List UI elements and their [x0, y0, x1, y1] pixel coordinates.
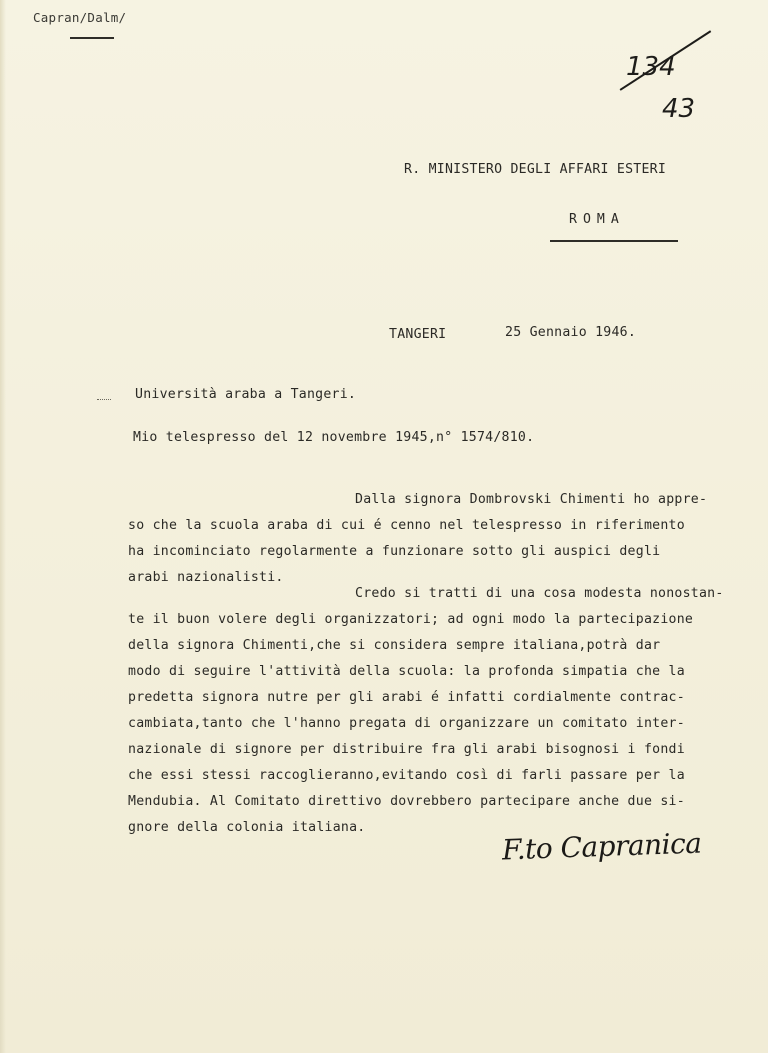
signature: F.to Capranica	[501, 826, 702, 867]
addressee-underline	[550, 240, 678, 242]
handwritten-number-bottom: 43	[662, 94, 696, 124]
body-line: nazionale di signore per distribuire fra gli arabi bisognosi i fondi	[128, 742, 685, 757]
body-line: Credo si tratti di una cosa modesta nonostan-	[355, 586, 724, 601]
body-line: te il buon volere degli organizzatori; ad ogni modo la partecipazione	[128, 612, 694, 627]
body-line: gnore della colonia italiana.	[128, 820, 366, 835]
page-fold-shadow	[0, 0, 6, 1053]
body-line: modo di seguire l'attività della scuola: la profonda simpatia che la	[128, 664, 685, 679]
addressee-ministry: R. MINISTERO DEGLI AFFARI ESTERI	[404, 162, 667, 177]
dateline-date: 25 Gennaio 1946.	[505, 325, 637, 340]
margin-mark	[97, 399, 111, 403]
body-line: che essi stessi raccoglieranno,evitando così di farli passare per la	[128, 768, 685, 783]
body-line: della signora Chimenti,che si considera sempre italiana,potrà dar	[128, 638, 661, 653]
reference-line: Mio telespresso del 12 novembre 1945,n° 1574/810.	[133, 430, 535, 445]
subject-line: Università araba a Tangeri.	[135, 387, 357, 402]
reference-code: Capran/Dalm/	[33, 10, 127, 25]
reference-code-underline	[70, 37, 114, 39]
addressee-city: ROMA	[569, 212, 625, 227]
body-line: Mendubia. Al Comitato direttivo dovrebbero partecipare anche due si-	[128, 794, 685, 809]
body-line: arabi nazionalisti.	[128, 570, 284, 585]
body-line: ha incominciato regolarmente a funzionare sotto gli auspici degli	[128, 544, 661, 559]
handwritten-number-top: 134	[626, 52, 676, 82]
body-line: Dalla signora Dombrovski Chimenti ho appre-	[355, 492, 708, 507]
body-line: predetta signora nutre per gli arabi é infatti cordialmente contrac-	[128, 690, 685, 705]
body-line: so che la scuola araba di cui é cenno nel telespresso in riferimento	[128, 518, 685, 533]
body-line: cambiata,tanto che l'hanno pregata di organizzare un comitato inter-	[128, 716, 685, 731]
dateline-place: TANGERI	[389, 327, 447, 342]
